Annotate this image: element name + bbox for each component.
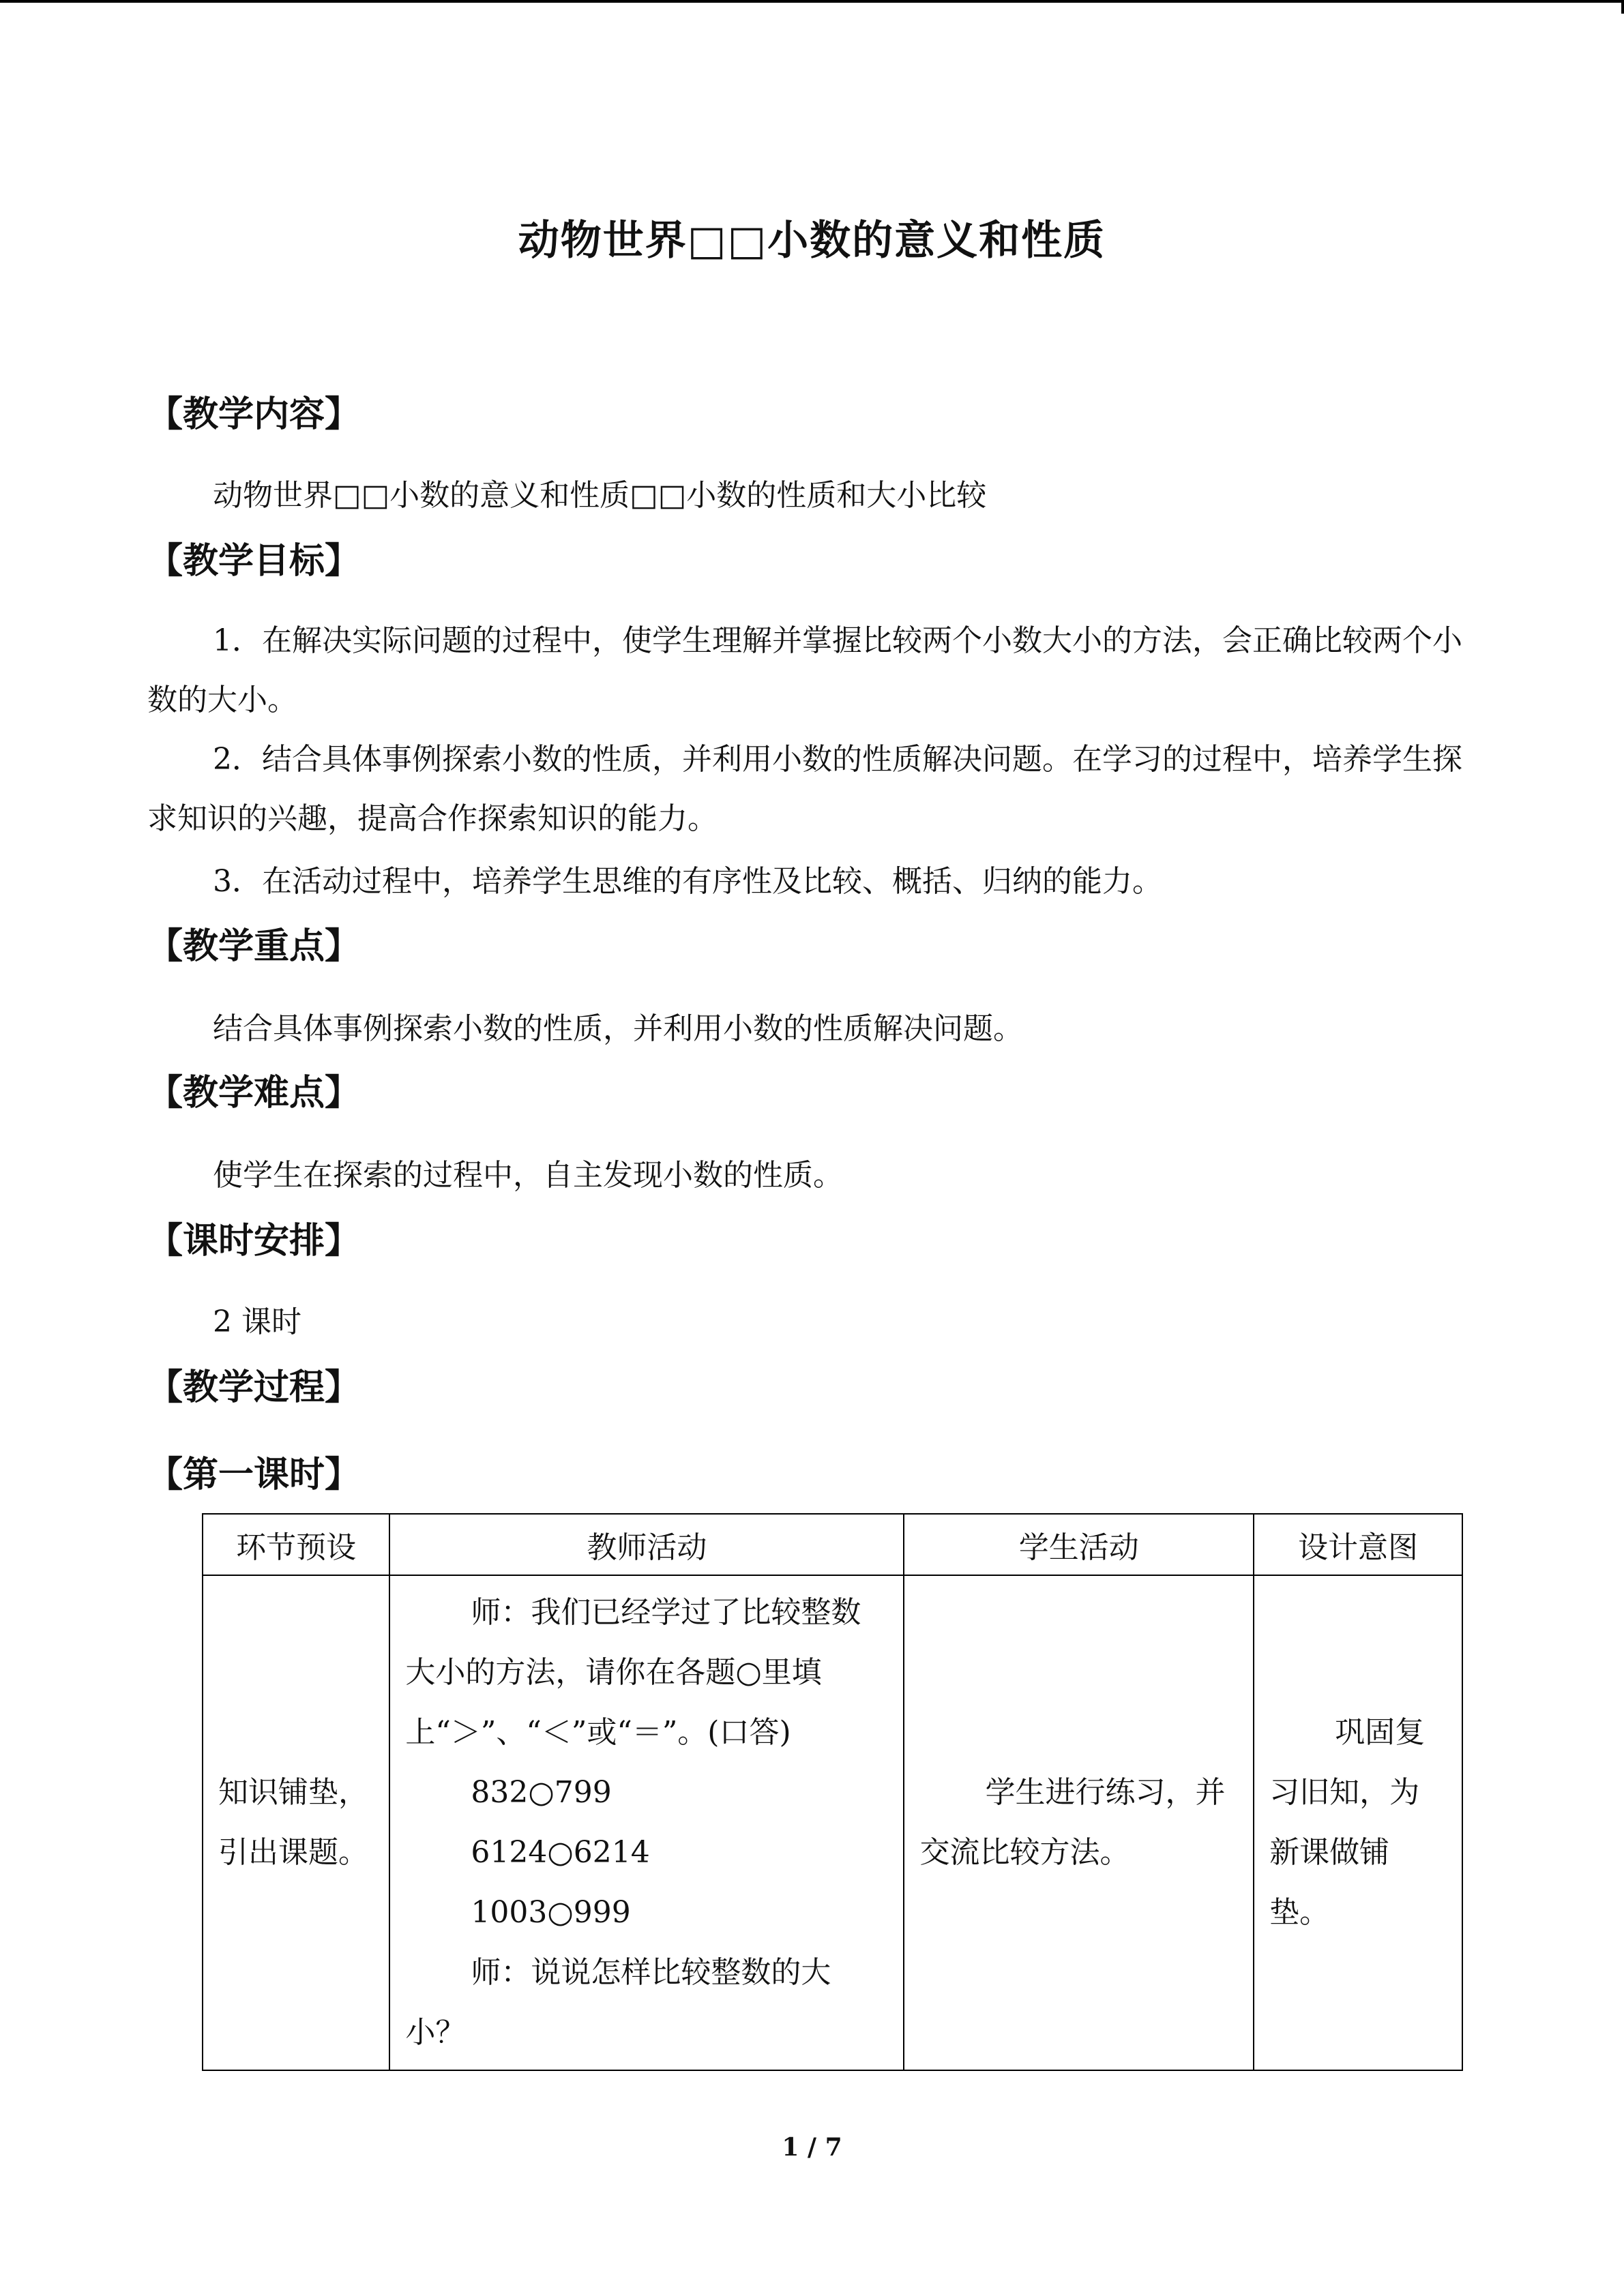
stage-cell: 知识铺垫，引出课题。 bbox=[203, 1575, 389, 2070]
section-heading-process: 【教学过程】 bbox=[147, 1367, 361, 1408]
student-activity-cell: 学生进行练习，并交流比较方法。 bbox=[904, 1575, 1254, 2070]
difficulties-text: 使学生在探索的过程中，自主发现小数的性质。 bbox=[213, 1158, 843, 1193]
teacher-line: 师：说说怎样比较整数的大小？ bbox=[405, 1955, 831, 2050]
objective-item-3: 3．在活动过程中，培养学生思维的有序性及比较、概括、归纳的能力。 bbox=[213, 864, 1162, 899]
section-heading-key-points: 【教学重点】 bbox=[147, 926, 361, 967]
table-header-stage: 环节预设 bbox=[203, 1514, 389, 1575]
teacher-line: 师：我们已经学过了比较整数大小的方法，请你在各题○里填上“＞”、“＜”或“＝”。(口答) bbox=[405, 1595, 861, 1750]
table-header-teacher: 教师活动 bbox=[389, 1514, 904, 1575]
table-header-intent: 设计意图 bbox=[1254, 1514, 1462, 1575]
design-intent-cell: 巩固复习旧知，为新课做铺垫。 bbox=[1254, 1575, 1462, 2070]
objective-item-2: 2．结合具体事例探索小数的性质，并利用小数的性质解决问题。在学习的过程中，培养学生探求知识的兴趣，提高合作探索知识的能力。 bbox=[147, 742, 1462, 836]
section-heading-difficulties: 【教学难点】 bbox=[147, 1073, 361, 1114]
table-row bbox=[203, 1575, 1462, 2070]
page-number: 1 / 7 bbox=[782, 2133, 842, 2162]
document-title: 动物世界□□小数的意义和性质 bbox=[518, 217, 1106, 265]
section-heading-schedule: 【课时安排】 bbox=[147, 1221, 361, 1262]
section-heading-first-lesson: 【第一课时】 bbox=[147, 1455, 361, 1495]
objective-item-1: 1．在解决实际问题的过程中，使学生理解并掌握比较两个小数大小的方法，会正确比较两个小数的大小。 bbox=[147, 623, 1462, 717]
teacher-activity-cell bbox=[389, 1575, 904, 2070]
key-points-text: 结合具体事例探索小数的性质，并利用小数的性质解决问题。 bbox=[213, 1011, 1023, 1046]
table-header-student: 学生活动 bbox=[904, 1514, 1254, 1575]
table-header-row bbox=[203, 1514, 1462, 1575]
schedule-text: 2 课时 bbox=[213, 1304, 301, 1339]
teacher-line: 6124○6214 bbox=[471, 1835, 650, 1870]
section-heading-objectives: 【教学目标】 bbox=[147, 541, 361, 582]
content-text: 动物世界□□小数的意义和性质□□小数的性质和大小比较 bbox=[213, 478, 987, 513]
page-corner-mark bbox=[1621, 0, 1624, 14]
page-top-border bbox=[0, 0, 1624, 3]
lesson-plan-table bbox=[202, 1513, 1463, 2071]
teacher-line: 1003○999 bbox=[471, 1895, 631, 1930]
teacher-line: 832○799 bbox=[471, 1775, 612, 1810]
section-heading-content: 【教学内容】 bbox=[147, 394, 361, 435]
